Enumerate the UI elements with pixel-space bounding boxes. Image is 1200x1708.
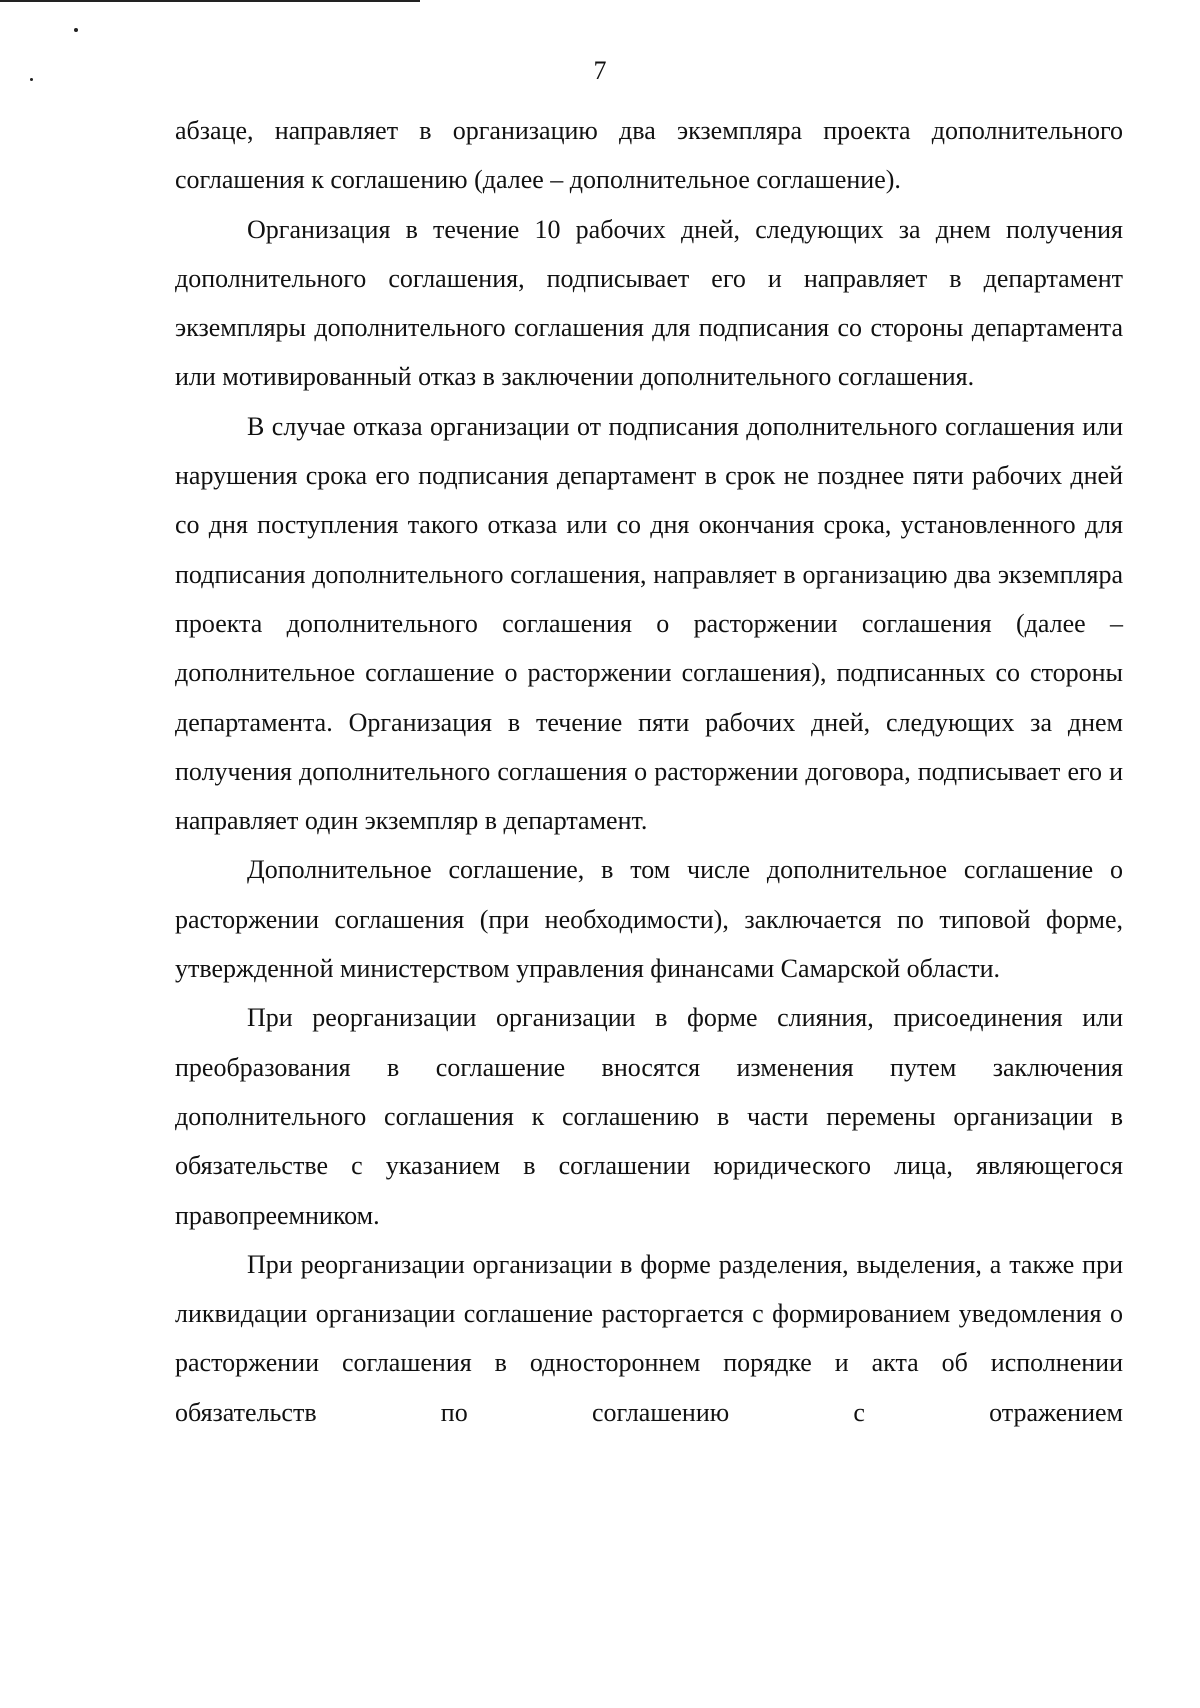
scan-edge-line	[0, 0, 420, 2]
paragraph-2: Организация в течение 10 рабочих дней, следующих за днем получения дополнительного соглашения, подписывает его и направляет в департамент экземпляры дополнительного соглашения для подписания со стороны департамента или мотивированный отказ в заключении дополнительного соглашения.	[175, 214, 1123, 392]
paragraph-6: При реорганизации организации в форме разделения, выделения, а также при ликвидации организации соглашение расторгается с формированием уведомления о расторжении соглашения в одностороннем порядке и акта об исполнении обязательств по соглашению с отражением	[175, 1249, 1123, 1427]
page-number: 7	[593, 56, 607, 85]
paragraph-5: При реорганизации организации в форме слияния, присоединения или преобразования в соглашение вносятся изменения путем заключения дополнительного соглашения к соглашению в части перемены организации в обязательстве с указанием в соглашении юридического лица, являющегося правопреемником.	[175, 1003, 1123, 1230]
scan-speck	[74, 28, 78, 32]
document-body	[175, 106, 1123, 1437]
paragraph-3: В случае отказа организации от подписания дополнительного соглашения или нарушения срока его подписания департамент в срок не позднее пяти рабочих дней со дня поступления такого отказа или со дня окончания срока, установленного для подписания дополнительного соглашения, направляет в организацию два экземпляра проекта дополнительного соглашения о расторжении соглашения (далее – дополнительное соглашение о расторжении соглашения), подписанных со стороны департамента. Организация в течение пяти рабочих дней, следующих за днем получения дополнительного соглашения о расторжении договора, подписывает его и направляет один экземпляр в департамент.	[175, 411, 1123, 836]
paragraph-1: абзаце, направляет в организацию два экземпляра проекта дополнительного соглашения к соглашению (далее – дополнительное соглашение).	[175, 116, 1123, 195]
paragraph-4: Дополнительное соглашение, в том числе дополнительное соглашение о расторжении соглашения (при необходимости), заключается по типовой форме, утвержденной министерством управления финансами Самарской области.	[175, 855, 1123, 984]
